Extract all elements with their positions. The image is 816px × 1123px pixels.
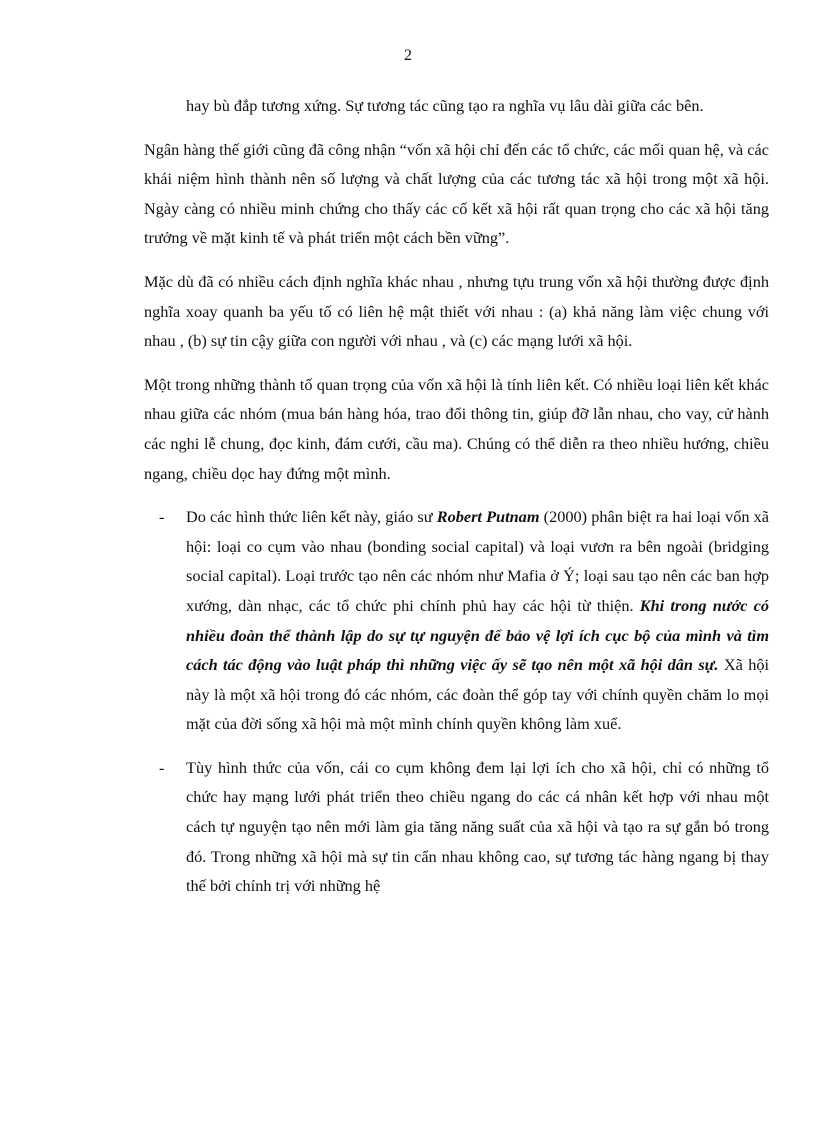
page-number: 2: [404, 47, 412, 64]
list-dash: -: [159, 757, 165, 777]
continued-paragraph: hay bù đắp tương xứng. Sự tương tác cũng tạo ra nghĩa vụ lâu dài giữa các bên.: [186, 96, 704, 115]
paragraph-world-bank: Ngân hàng thế giới cũng đã công nhận “vốn xã hội chỉ đến các tổ chức, các mối quan hệ, và các khái niệm hình thành nên số lượng và chất lượng của các tương tác xã hội trong một xã hội. Ngày càng có nhiều minh chứng cho thấy các cố kết xã hội rất quan trọng cho các xã hội tăng trưởng về mặt kinh tế và phát triển một cách bền vững”.: [144, 139, 769, 248]
emphasized-sentence: Khi trong nước có nhiều đoàn thể thành lập do sự tự nguyện để bảo vệ lợi ích cục bộ của mình và tìm cách tác động vào luật pháp thì những việc ấy sẽ tạo nên một xã hội dân sự.: [186, 595, 769, 675]
paragraph-linkage: Một trong những thành tố quan trọng của vốn xã hội là tính liên kết. Có nhiều loại liên kết khác nhau giữa các nhóm (mua bán hàng hóa, trao đổi thông tin, giúp đỡ lẫn nhau, cho vay, cử hành các nghi lễ chung, đọc kinh, đám cưới, cầu ma). Chúng có thể diễn ra theo nhiều hướng, chiều ngang, chiều dọc hay đứng một mình.: [144, 374, 769, 483]
paragraph-definition: Mặc dù đã có nhiều cách định nghĩa khác nhau , nhưng tựu trung vốn xã hội thường được định nghĩa xoay quanh ba yếu tố có liên hệ mật thiết với nhau : (a) khả năng làm việc chung với nhau , (b) sự tin cậy giữa con người với nhau , và (c) các mạng lưới xã hội.: [144, 271, 769, 351]
list-item-capital-forms: [144, 753, 769, 901]
list-item-text: Tùy hình thức của vốn, cái co cụm không đem lại lợi ích cho xã hội, chỉ có những tổ chức hay mạng lưới phát triển theo chiều ngang do các cá nhân kết hợp với nhau một cách tự nguyện tạo nên mới làm gia tăng năng suất của xã hội và tạo ra sự gắn bó trong đó. Trong những xã hội mà sự tin cẩn nhau không cao, sự tương tác hàng ngang bị thay thế bởi chính trị với những hệ: [186, 757, 769, 896]
list-item-text: Do các hình thức liên kết này, giáo sư: [186, 507, 437, 527]
document-body: [144, 91, 769, 915]
list-item-text: Xã hội này là một xã hội trong đó các nhóm, các đoàn thể góp tay với chính quyền chăm lo mọi mặt của đời sống xã hội mà một mình chính quyền không làm xuể.: [186, 655, 769, 734]
list-item-putnam: [144, 502, 769, 739]
dash-list: [144, 502, 769, 901]
list-dash: -: [159, 507, 165, 527]
author-name: Robert Putnam: [436, 507, 540, 527]
list-item-text: (2000) phân biệt ra hai loại vốn xã hội: loại co cụm vào nhau (bonding social capital) và loại vươn ra bên ngoài (bridging social capital). Loại trước tạo nên các nhóm như Mafia ở Ý; loại sau tạo nên các ban hợp xướng, dàn nhạc, các tổ chức phi chính phủ hay các hội từ thiện.: [186, 507, 770, 615]
